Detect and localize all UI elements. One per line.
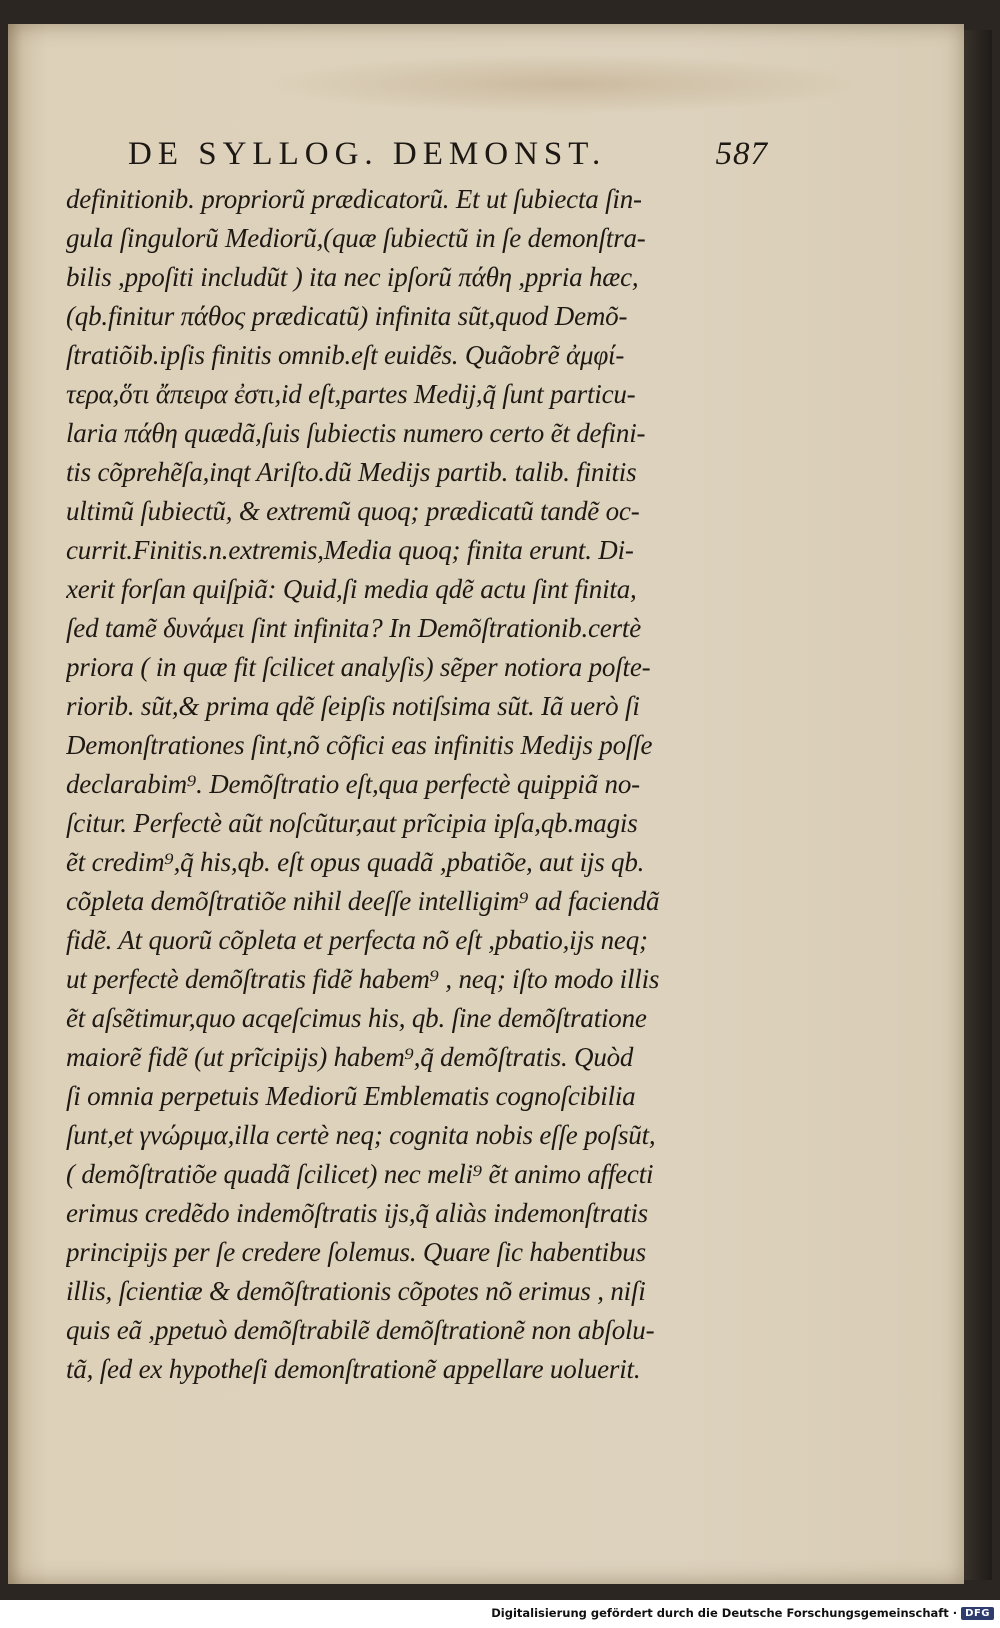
text-line: tis cõprehẽſa,inqt Ariſto.dũ Medijs partib. talib. finitis [66, 457, 637, 487]
text-line: riorib. sũt,& prima qdẽ ſeipſis notiſsima sũt. Iã uerò ſi [66, 691, 640, 721]
dfg-logo: DFG [961, 1607, 994, 1620]
footer-credit-group [491, 1606, 994, 1620]
text-line: cõpleta demõſtratiõe nihil deeſſe intelligim⁹ ad faciendã [66, 886, 660, 916]
text-line: ſcitur. Perfectè aũt noſcũtur,aut prĩcipia ipſa,qb.magis [66, 808, 638, 838]
text-line: τερα,ὅτι ἄπειρα ἐστι,id eſt,partes Medij,q̃ ſunt particu- [66, 379, 636, 409]
digitization-credit: Digitalisierung gefördert durch die Deutsche Forschungsgemeinschaft · [491, 1606, 958, 1620]
text-line: laria πάθη quædã,ſuis ſubiectis numero certo ẽt defini- [66, 418, 646, 448]
text-line: quis eã ,ppetuò demõſtrabilẽ demõſtrationẽ non abſolu- [66, 1315, 655, 1345]
page-number: 587 [715, 136, 768, 172]
text-line: ultimũ ſubiectũ, & extremũ quoq; prædicatũ tandẽ oc- [66, 496, 640, 526]
text-line: bilis ,ppoſiti includũt ) ita nec ipſorũ πάθη ,ppria hæc, [66, 262, 639, 292]
text-line: fidẽ. At quorũ cõpleta et perfecta nõ eſt ,pbatio,ijs neq; [66, 925, 648, 955]
text-line: (qb.finitur πάθος prædicatũ) infinita sũt,quod Demõ- [66, 301, 628, 331]
text-line: definitionib. propriorũ prædicatorũ. Et ut ſubiecta ſin- [66, 184, 642, 214]
text-line: declarabim⁹. Demõſtratio eſt,qua perfectè quippiã no- [66, 769, 640, 799]
text-line: maiorẽ fidẽ (ut prĩcipijs) habem⁹,q̃ demõſtratis. Quòd [66, 1042, 634, 1072]
running-head: DE SYLLOG. DEMONST. [128, 136, 607, 172]
text-line: ſed tamẽ δυνάμει ſint infinita? In Demõſtrationib.certè [66, 613, 641, 643]
text-line: principijs per ſe credere ſolemus. Quare ſic habentibus [66, 1237, 646, 1267]
text-line: illis, ſcientiæ & demõſtrationis cõpotes nõ erimus , niſi [66, 1276, 646, 1306]
text-line: gula ſingulorũ Mediorũ,(quæ ſubiectũ in ſe demonſtra- [66, 223, 646, 253]
text-line: erimus credẽdo indemõſtratis ijs,q̃ aliàs indemonſtratis [66, 1198, 648, 1228]
body-text [66, 180, 766, 1389]
text-line: ſi omnia perpetuis Mediorũ Emblematis cognoſcibilia [66, 1081, 636, 1111]
text-line: Demonſtrationes ſint,nõ cõfici eas infinitis Medijs poſſe [66, 730, 653, 760]
page-header [128, 136, 768, 173]
text-line: ſtratiõib.ipſis finitis omnib.eſt euidẽs. Quãobrẽ ἀμφί- [66, 340, 625, 370]
text-line: ẽt aſsẽtimur,quo acqeſcimus his, qb. ſine demõſtratione [66, 1003, 647, 1033]
page-stain [268, 54, 868, 114]
text-line: currit.Finitis.n.extremis,Media quoq; finita erunt. Di- [66, 535, 634, 565]
text-line: ſunt,et γνώριμα,illa certè neq; cognita nobis eſſe poſsũt, [66, 1120, 656, 1150]
text-line: tã, ſed ex hypotheſi demonſtrationẽ appellare uoluerit. [66, 1354, 641, 1384]
text-line: ẽt credim⁹,q̃ his,qb. eſt opus quadã ,pbatiõe, aut ijs qb. [66, 847, 645, 877]
footer-bar [0, 1603, 1000, 1628]
text-line: xerit forſan quiſpiã: Quid,ſi media qdẽ actu ſint finita, [66, 574, 637, 604]
book-edge [962, 30, 992, 1580]
text-line: ut perfectè demõſtratis fidẽ habem⁹ , neq; iſto modo illis [66, 964, 660, 994]
text-line: ( demõſtratiõe quadã ſcilicet) nec meli⁹ ẽt animo affecti [66, 1159, 654, 1189]
text-line: priora ( in quæ fit ſcilicet analyſis) sẽper notiora poſte- [66, 652, 651, 682]
